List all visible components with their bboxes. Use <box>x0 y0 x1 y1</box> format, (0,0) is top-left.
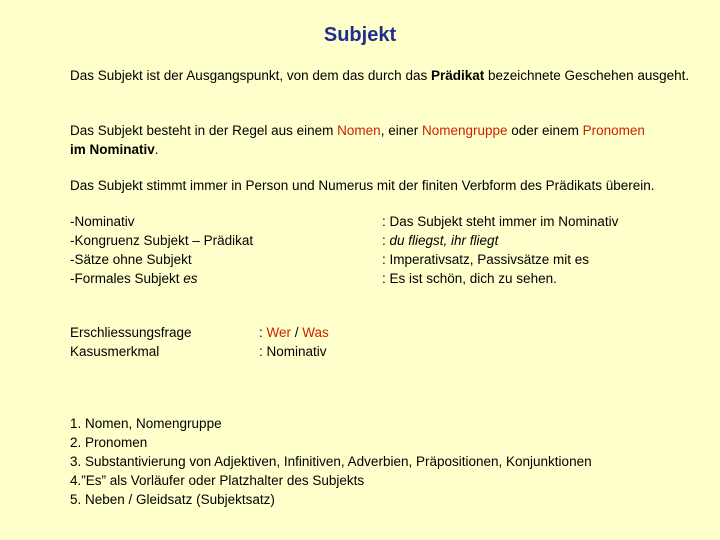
composition-paragraph <box>70 121 690 159</box>
feature-detail-example: du fliegst, ihr fliegt <box>389 233 499 248</box>
erschliessungsfrage-label: Erschliessungsfrage <box>70 325 192 340</box>
composition-text-1: Das Subjekt besteht in der Regel aus einem <box>70 123 338 138</box>
feature-detail-saetze: : Imperativsatz, Passivsätze mit es <box>382 252 590 267</box>
definition-text-2: bezeichnete Geschehen ausgeht. <box>484 68 690 83</box>
question-colon: : <box>259 325 267 340</box>
feature-detail-formales: : Es ist schön, dich zu sehen. <box>382 271 557 286</box>
kasusmerkmal-value: : Nominativ <box>259 344 327 359</box>
composition-text-3: oder einem <box>507 123 583 138</box>
agreement-paragraph: Das Subjekt stimmt immer in Person und Numerus mit der finiten Verbform des Prädikats überein. <box>70 178 655 193</box>
feature-formales-subjekt-es: es <box>183 271 198 286</box>
feature-formales-subjekt-text: -Formales Subjekt <box>70 271 184 286</box>
feature-detail-nominativ: : Das Subjekt steht immer im Nominativ <box>382 214 619 229</box>
composition-text-2: , einer <box>380 123 422 138</box>
erschliessungsfrage-value <box>259 323 329 342</box>
list-item: 2. Pronomen <box>70 435 148 450</box>
questions-values <box>259 323 329 361</box>
features-left-column <box>70 212 253 288</box>
composition-text-4: . <box>154 142 159 157</box>
feature-saetze-ohne-subjekt: -Sätze ohne Subjekt <box>70 252 192 267</box>
wer-term: Wer <box>266 325 292 340</box>
feature-detail-colon: : <box>382 233 390 248</box>
praedikat-term: Prädikat <box>430 68 485 83</box>
was-term: Was <box>302 325 329 340</box>
nomen-term: Nomen <box>337 123 381 138</box>
definition-paragraph <box>70 66 690 85</box>
list-item: 1. Nomen, Nomengruppe <box>70 416 222 431</box>
list-item: 5. Neben / Gleidsatz (Subjektsatz) <box>70 492 275 507</box>
kasusmerkmal-label: Kasusmerkmal <box>70 344 160 359</box>
forms-list <box>70 414 592 509</box>
feature-nominativ: -Nominativ <box>70 214 135 229</box>
feature-kongruenz: -Kongruenz Subjekt – Prädikat <box>70 233 254 248</box>
feature-formales-subjekt <box>70 269 253 288</box>
nomengruppe-term: Nomengruppe <box>421 123 508 138</box>
list-item: 4.”Es” als Vorläufer oder Platzhalter des Subjekts <box>70 473 365 488</box>
feature-detail-kongruenz <box>382 231 618 250</box>
definition-text-1: Das Subjekt ist der Ausgangspunkt, von dem das durch das <box>70 68 431 83</box>
list-item: 3. Substantivierung von Adjektiven, Infinitiven, Adverbien, Präpositionen, Konjunktionen <box>70 454 592 469</box>
features-right-column <box>382 212 618 288</box>
nominativ-term: im Nominativ <box>70 142 155 157</box>
questions-labels <box>70 323 192 361</box>
page-title: Subjekt <box>323 24 397 46</box>
question-separator: / <box>291 325 303 340</box>
pronomen-term: Pronomen <box>582 123 645 138</box>
